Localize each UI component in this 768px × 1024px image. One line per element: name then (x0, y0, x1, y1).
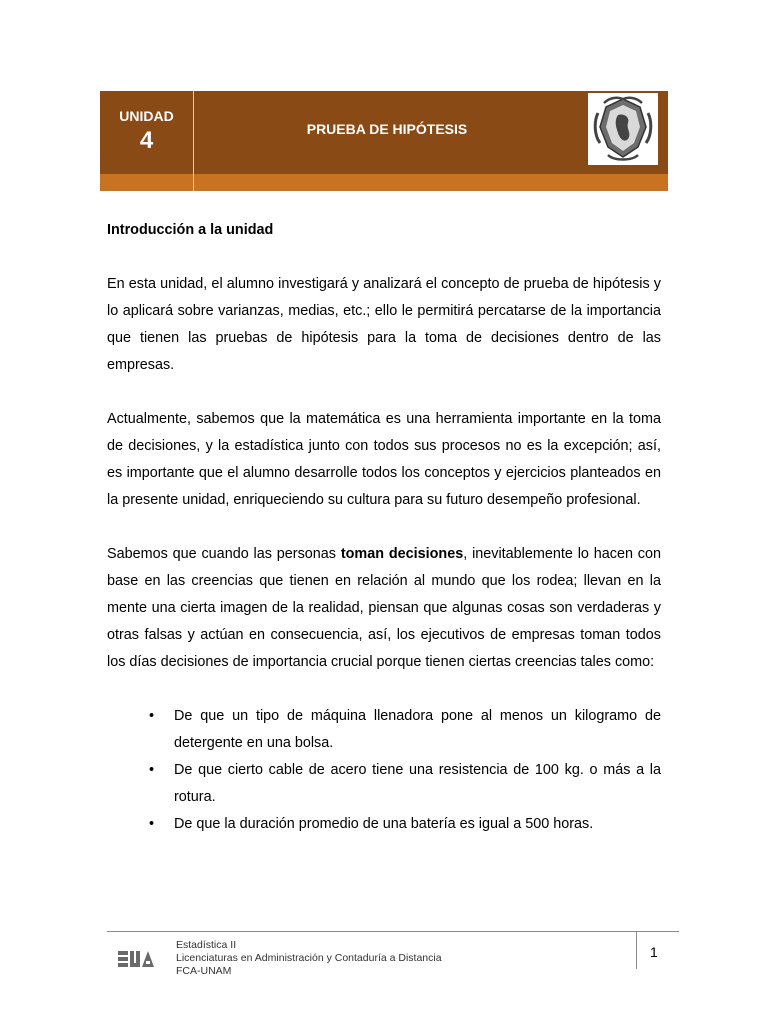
footer-text (176, 939, 442, 978)
list-item: • De que la duración promedio de una batería es igual a 500 horas. (174, 811, 661, 838)
paragraph-decisions (107, 541, 661, 676)
unit-number: 4 (139, 127, 154, 154)
footer-divider (107, 931, 679, 932)
unit-banner (100, 91, 668, 191)
banner-divider (193, 91, 194, 191)
section-heading: Introducción a la unidad (107, 222, 274, 238)
unit-title: PRUEBA DE HIPÓTESIS (306, 121, 468, 137)
paragraph-intro: En esta unidad, el alumno investigará y analizará el concepto de prueba de hipótesis y lo aplicará sobre varianzas, medias, etc.; ello le permitirá percatarse de la importancia que tienen las pruebas de hipótesis para la toma de decisiones dentro de las empresas. (107, 276, 661, 373)
paragraph-decisions-bold: toman decisiones (340, 546, 464, 562)
unam-crest-icon (588, 93, 658, 165)
belief-list (107, 703, 661, 838)
page-content (107, 217, 661, 838)
paragraph-decisions-end: , inevitablemente lo hacen con base en las creencias que tienen en relación al mundo que los rodea; llevan en la mente una cierta imagen de la realidad, piensan que algunas cosas son verdaderas y otras falsas y actúan en consecuencia, así, los ejecutivos de empresas toman todos los días decisiones de importancia crucial porque tienen ciertas creencias tales como: (107, 546, 662, 670)
paragraph-decisions-start: Sabemos que cuando las personas (107, 546, 341, 562)
unit-label: UNIDAD (119, 108, 174, 124)
footer-institution: FCA-UNAM (176, 965, 232, 977)
list-item: • De que un tipo de máquina llenadora pone al menos un kilogramo de detergente en una bolsa. (174, 703, 661, 757)
footer-course: Estadística II (176, 939, 237, 951)
footer-program: Licenciaturas en Administración y Contaduría a Distancia (176, 952, 442, 964)
list-item: • De que cierto cable de acero tiene una resistencia de 100 kg. o más a la rotura. (174, 757, 661, 811)
paragraph-statistics: Actualmente, sabemos que la matemática es una herramienta importante en la toma de decisiones, y la estadística junto con todos sus procesos no es la excepción; así, es importante que el alumno desarrolle todos los conceptos y ejercicios planteados en la presente unidad, enriqueciendo su cultura para su futuro desempeño profesional. (107, 411, 661, 508)
footer-page-divider (636, 931, 637, 969)
banner-accent-strip (100, 174, 668, 191)
page-number: 1 (650, 944, 658, 960)
sua-logo-icon (118, 947, 156, 969)
